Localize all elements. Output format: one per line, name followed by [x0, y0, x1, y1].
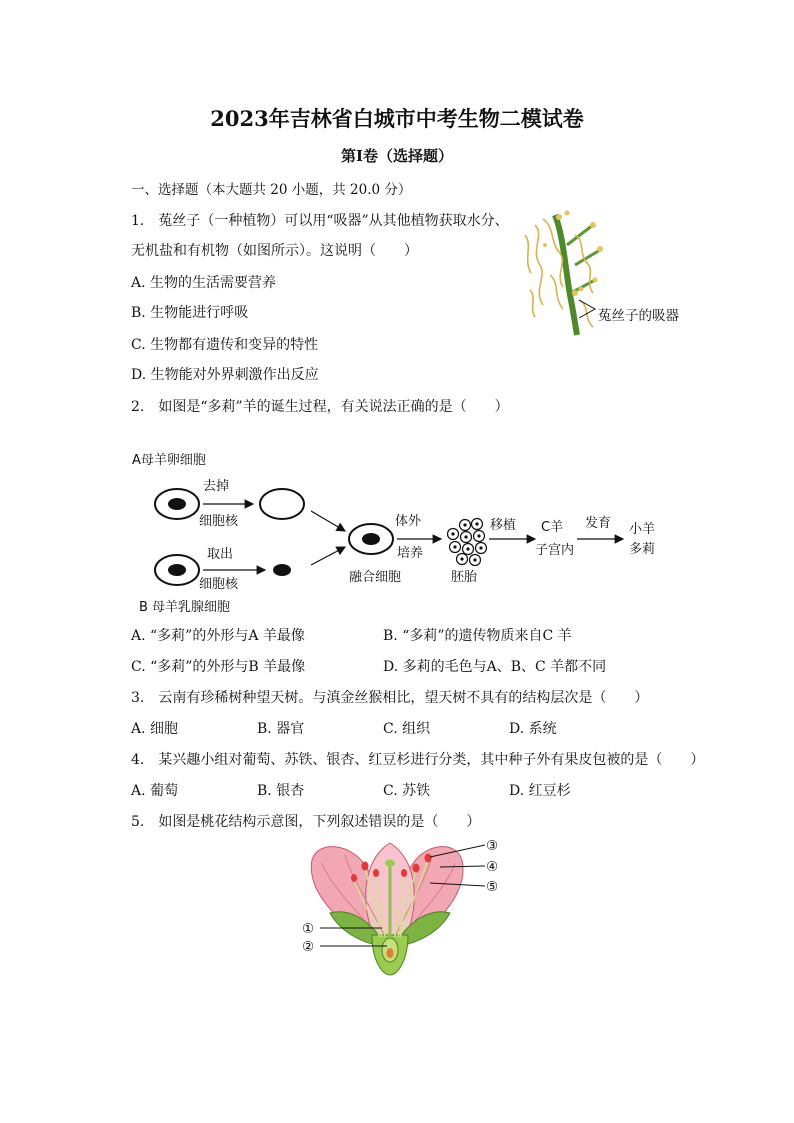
- arrow-egg-to-fused: [311, 511, 345, 531]
- mammary-nucleus: [168, 564, 186, 576]
- q4-option-b: B. 银杏: [257, 783, 305, 799]
- q5-stem: 5. 如图是桃花结构示意图，下列叙述错误的是（ ）: [131, 814, 481, 830]
- q1-option-b: B. 生物能进行呼吸: [131, 305, 249, 321]
- dodder-label: 菟丝子的吸器: [598, 308, 679, 324]
- q1-stem-line-1: 1. 菟丝子（一种植物）可以用“吸器”从其他植物获取水分、: [131, 213, 509, 229]
- q3-option-b: B. 器官: [257, 721, 305, 737]
- text-nucleus-1: 细胞核: [199, 514, 239, 529]
- q1-option-d: D. 生物能对外界刺激作出反应: [131, 367, 319, 383]
- q1-option-a: A. 生物的生活需要营养: [131, 275, 277, 291]
- embryo: [448, 519, 487, 566]
- q2-option-b: B. “多莉”的遗传物质来自C 羊: [383, 628, 572, 644]
- label-4: ④: [486, 859, 499, 875]
- q1-option-c: C. 生物都有遗传和变异的特性: [131, 337, 319, 353]
- text-remove: 去掉: [203, 479, 230, 494]
- label-3: ③: [486, 838, 499, 854]
- q2-option-d: D. 多莉的毛色与A、B、C 羊都不同: [383, 659, 607, 675]
- fused-nucleus: [362, 533, 380, 545]
- label-1: ①: [302, 921, 315, 937]
- dodder-figure: [515, 205, 700, 340]
- q2-option-c: C. “多莉”的外形与B 羊最像: [131, 659, 306, 675]
- q4-stem: 4. 某兴趣小组对葡萄、苏铁、银杏、红豆杉进行分类，其中种子外有果皮包被的是（ ）: [131, 752, 705, 768]
- page-title: 2023年吉林省白城市中考生物二模试卷: [210, 106, 584, 131]
- stigma: [385, 860, 395, 867]
- label-sheep-a: A母羊卵细胞: [132, 453, 206, 468]
- section-heading: 一、选择题（本大题共 20 小题，共 20.0 分）: [131, 182, 412, 198]
- text-sheep-c: C羊: [541, 520, 564, 535]
- text-in-vitro-2: 培养: [397, 546, 424, 561]
- q2-stem: 2. 如图是“多莉”羊的诞生过程，有关说法正确的是（ ）: [131, 399, 509, 415]
- text-lamb-1: 小羊: [629, 522, 656, 537]
- text-uterus: 子宫内: [535, 543, 575, 558]
- q3-option-a: A. 细胞: [131, 721, 179, 737]
- q1-stem-line-2: 无机盐和有机物（如图所示）。这说明（ ）: [131, 243, 418, 259]
- label-sheep-b: B 母羊乳腺细胞: [139, 600, 231, 615]
- text-in-vitro-1: 体外: [395, 514, 422, 529]
- q3-stem: 3. 云南有珍稀树种望天树。与滇金丝猴相比，望天树不具有的结构层次是（ ）: [131, 690, 649, 706]
- text-transplant: 移植: [490, 518, 517, 533]
- peach-flower-figure: [290, 835, 510, 983]
- host-stem: [555, 215, 577, 335]
- text-take: 取出: [207, 547, 234, 562]
- arrow-nucleus-to-fused: [311, 547, 345, 565]
- q4-option-c: C. 苏铁: [383, 783, 431, 799]
- label-5: ⑤: [486, 879, 499, 895]
- part-subtitle: 第Ⅰ卷（选择题）: [340, 147, 454, 165]
- egg-nucleus: [168, 498, 186, 510]
- text-fused: 融合细胞: [349, 570, 402, 585]
- enucleated-egg: [260, 489, 304, 519]
- dolly-cloning-diagram: [125, 445, 705, 620]
- text-lamb-2: 多莉: [629, 542, 656, 557]
- extracted-nucleus: [273, 564, 291, 576]
- q3-option-c: C. 组织: [383, 721, 431, 737]
- q2-option-a: A. “多莉”的外形与A 羊最像: [131, 628, 305, 644]
- text-nucleus-2: 细胞核: [199, 577, 239, 592]
- text-develop: 发育: [585, 516, 612, 531]
- text-embryo: 胚胎: [451, 570, 478, 585]
- q3-option-d: D. 系统: [509, 721, 557, 737]
- label-2: ②: [302, 939, 315, 955]
- ovule: [387, 948, 394, 958]
- host-branches: [567, 225, 600, 293]
- q4-option-d: D. 红豆杉: [509, 783, 571, 799]
- q4-option-a: A. 葡萄: [131, 783, 179, 799]
